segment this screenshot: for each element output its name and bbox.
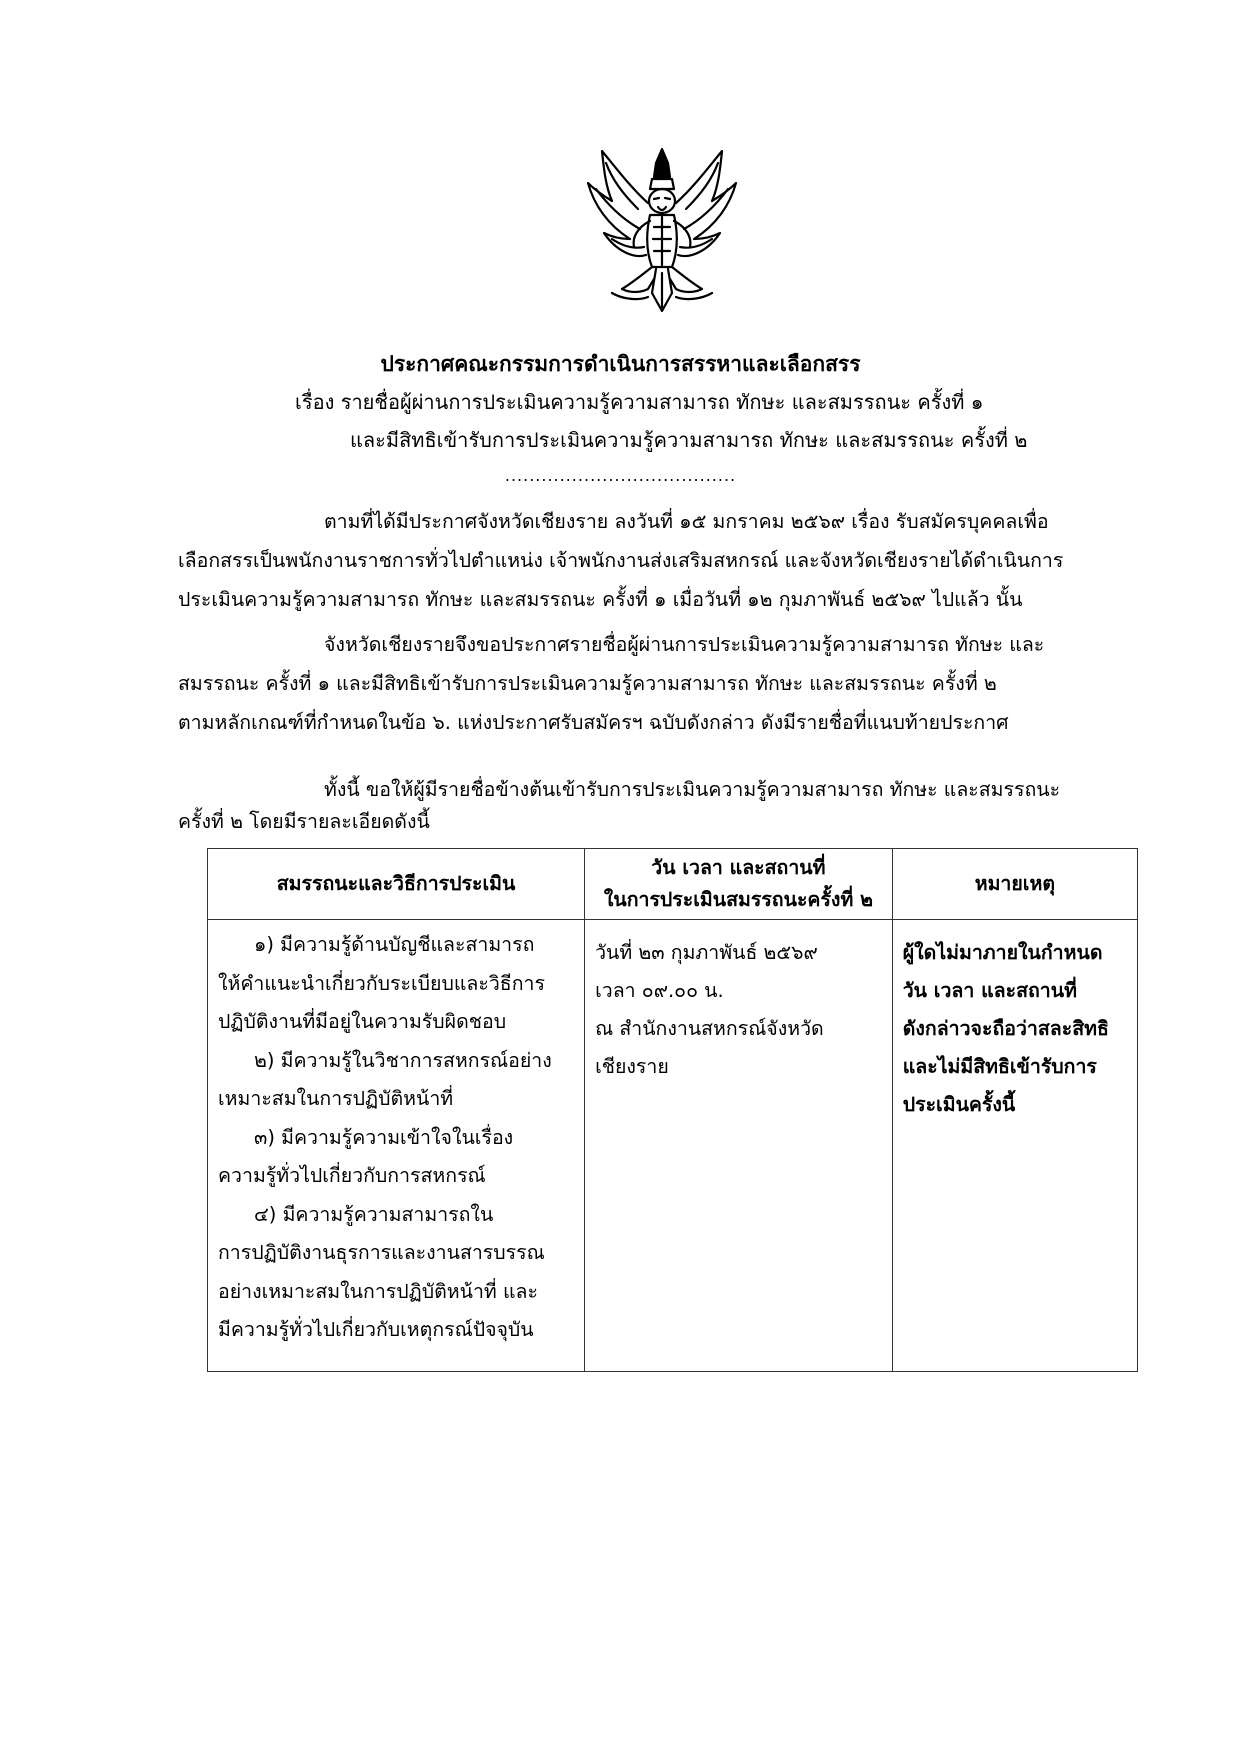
paragraph-line: ทั้งนี้ ขอให้ผู้มีรายชื่อข้างต้นเข้ารับการประเมินความรู้ความสามารถ ทักษะ และสมรรถนะ [324,778,1061,801]
table-header-row [208,849,1138,920]
cell-line: ผู้ใดไม่มาภายในกำหนด [902,941,1103,964]
cell-line: เหมาะสมในการปฏิบัติหน้าที่ [218,1087,454,1110]
paragraph-3 [178,774,1128,838]
table-row [208,920,1138,1372]
competency-cell [208,920,585,1372]
cell-line: ดังกล่าวจะถือว่าสละสิทธิ [902,1017,1109,1040]
header-remarks: หมายเหตุ [892,849,1137,920]
paragraph-1 [178,502,1128,619]
cell-line: ๒) มีความรู้ในวิชาการสหกรณ์อย่าง [254,1048,552,1072]
cell-line: วัน เวลา และสถานที่ [902,979,1077,1002]
cell-line: และไม่มีสิทธิเข้ารับการ [902,1055,1097,1078]
cell-line: มีความรู้ทั่วไปเกี่ยวกับเหตุกรณ์ปัจจุบัน [218,1318,534,1341]
cell-line: การปฏิบัติงานธุรการและงานสารบรรณ [218,1241,545,1264]
paragraph-line: เลือกสรรเป็นพนักงานราชการทั่วไปตำแหน่ง เจ้าพนักงานส่งเสริมสหกรณ์ และจังหวัดเชียงรายได้ดำเนินการ [178,549,1064,572]
subject-line-1: เรื่อง รายชื่อผู้ผ่านการประเมินความรู้ความสามารถ ทักษะ และสมรรถนะ ครั้งที่ ๑ [295,390,984,414]
paragraph-2 [178,625,1128,742]
cell-line: ความรู้ทั่วไปเกี่ยวกับการสหกรณ์ [218,1164,486,1187]
header-date-time-place [585,849,893,920]
header-competency: สมรรถนะและวิธีการประเมิน [208,849,585,920]
cell-line: เวลา ๐๙.๐๐ น. [595,979,724,1002]
cell-line: ให้คำแนะนำเกี่ยวกับระเบียบและวิธีการ [218,971,545,995]
cell-line: ๓) มีความรู้ความเข้าใจในเรื่อง [254,1125,514,1149]
paragraph-line: สมรรถนะ ครั้งที่ ๑ และมีสิทธิเข้ารับการประเมินความรู้ความสามารถ ทักษะ และสมรรถนะ ครั้งที่ ๒ [178,672,997,695]
paragraph-line: ตามที่ได้มีประกาศจังหวัดเชียงราย ลงวันที่ ๑๕ มกราคม ๒๕๖๙ เรื่อง รับสมัครบุคคลเพื่อ [324,510,1049,533]
paragraph-line: ตามหลักเกณฑ์ที่กำหนดในข้อ ๖. แห่งประกาศรับสมัครฯ ฉบับดังกล่าว ดังมีรายชื่อที่แนบท้ายประกาศ [178,711,1009,734]
cell-line: ประเมินครั้งนี้ [902,1093,1016,1116]
cell-line: ณ สำนักงานสหกรณ์จังหวัด [595,1017,824,1040]
paragraph-line: ครั้งที่ ๒ โดยมีรายละเอียดดังนี้ [178,810,430,833]
garuda-emblem-icon [582,143,742,318]
paragraph-line: ประเมินความรู้ความสามารถ ทักษะ และสมรรถนะ ครั้งที่ ๑ เมื่อวันที่ ๑๒ กุมภาพันธ์ ๒๕๖๙ ไปแล้ว นั้น [178,588,1023,611]
separator-dots: ...................................... [504,466,737,485]
header-line: วัน เวลา และสถานที่ [651,856,826,879]
header-line: ในการประเมินสมรรถนะครั้งที่ ๒ [603,888,873,911]
subject-line-2: และมีสิทธิเข้ารับการประเมินความรู้ความสามารถ ทักษะ และสมรรถนะ ครั้งที่ ๒ [350,428,1028,452]
assessment-schedule-table [207,848,1138,1372]
date-time-place-cell [585,920,893,1372]
paragraph-line: จังหวัดเชียงรายจึงขอประกาศรายชื่อผู้ผ่านการประเมินความรู้ความสามารถ ทักษะ และ [324,633,1045,656]
announcement-title: ประกาศคณะกรรมการดำเนินการสรรหาและเลือกสรร [380,352,861,376]
cell-line: วันที่ ๒๓ กุมภาพันธ์ ๒๕๖๙ [595,941,818,964]
cell-line: อย่างเหมาะสมในการปฏิบัติหน้าที่ และ [218,1279,538,1303]
remarks-cell [892,920,1137,1372]
cell-line: ๔) มีความรู้ความสามารถใน [254,1202,494,1226]
cell-line: ปฏิบัติงานที่มีอยู่ในความรับผิดชอบ [218,1010,507,1033]
cell-line: เชียงราย [595,1055,669,1078]
cell-line: ๑) มีความรู้ด้านบัญชีและสามารถ [254,933,535,956]
